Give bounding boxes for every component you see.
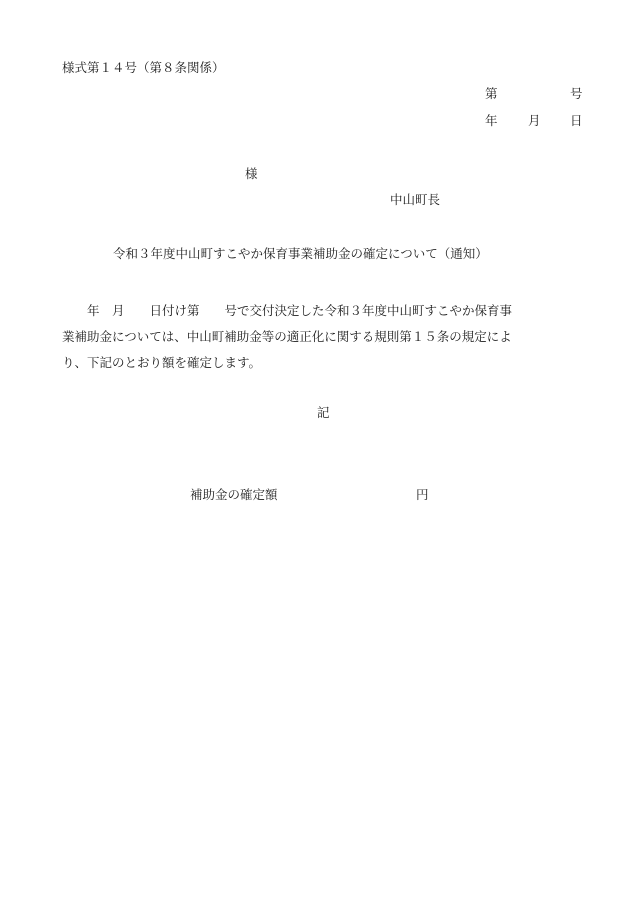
body-paragraph — [62, 298, 582, 376]
issuer: 中山町長 — [390, 192, 441, 207]
document-title: 令和３年度中山町すこやか保育事業補助金の確定について（通知） — [113, 246, 488, 261]
date-day: 日 — [570, 113, 583, 128]
doc-number-suffix: 号 — [570, 86, 583, 101]
ki-heading: 記 — [317, 405, 330, 420]
form-number: 様式第１４号（第８条関係） — [62, 60, 225, 75]
body-line: 業補助金については、中山町補助金等の適正化に関する規則第１５条の規定によ — [62, 329, 512, 344]
body-line: 年 月 日付け第 号で交付決定した令和３年度中山町すこやか保育事 — [62, 303, 513, 318]
addressee: 様 — [245, 166, 258, 181]
doc-number-prefix: 第 — [485, 86, 498, 101]
date-month: 月 — [528, 113, 541, 128]
yen-unit: 円 — [416, 487, 429, 502]
body-line: り、下記のとおり額を確定します。 — [62, 355, 262, 370]
amount-label: 補助金の確定額 — [190, 487, 278, 502]
date-year: 年 — [485, 113, 498, 128]
